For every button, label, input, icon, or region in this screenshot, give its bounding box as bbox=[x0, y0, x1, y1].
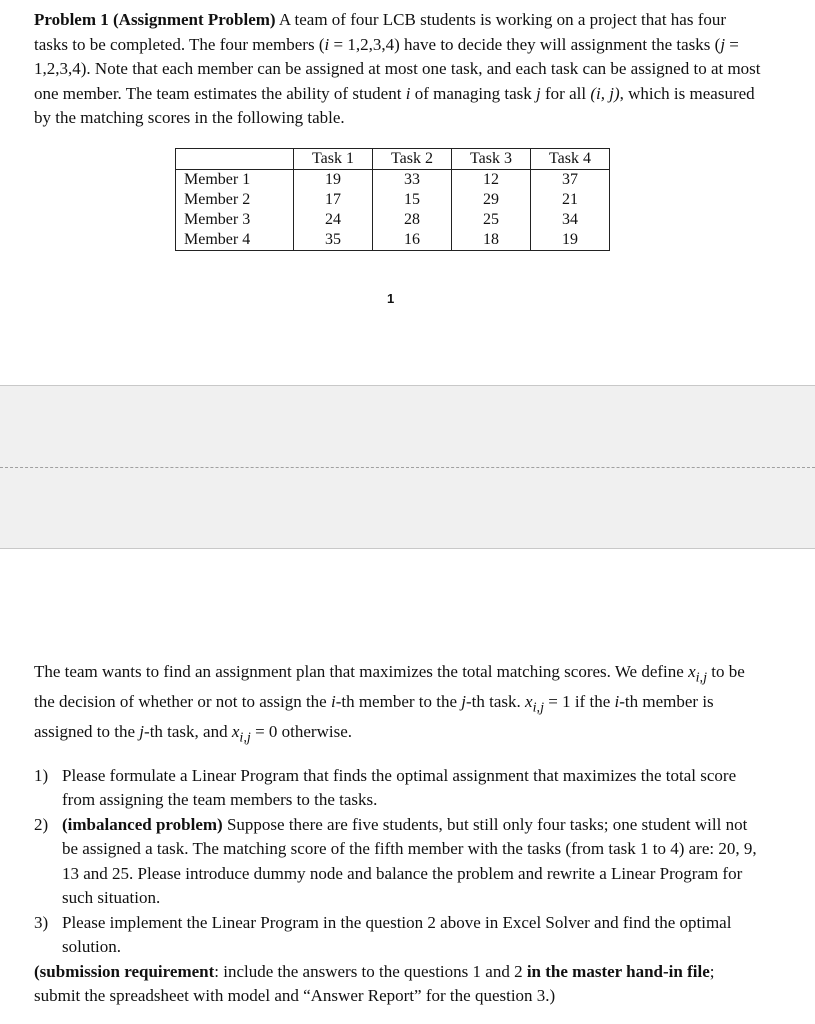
table-cell: 28 bbox=[373, 210, 452, 230]
question-number: 3) bbox=[34, 912, 49, 932]
body-text: to be the decision of whether or not to assign the bbox=[34, 662, 745, 711]
submission-text: : include the answers to the questions 1 and 2 bbox=[214, 961, 527, 981]
page-separator bbox=[0, 385, 815, 549]
body-text: -th member to the bbox=[335, 691, 462, 711]
body-text: -th member is assigned to the bbox=[34, 691, 714, 741]
intro-text: , which is measured by the matching scores in the following table. bbox=[34, 83, 755, 127]
decision-variable-definition bbox=[34, 660, 764, 750]
math-x: x bbox=[688, 662, 696, 681]
question-text: Suppose there are five students, but still only four tasks; one student will not be assigned a task. The matching score of the fifth member with the tasks (from task 1 to 4) are: 20, 9, 13 and 25. Please introduce dummy node and balance the problem and rewrite a Linear Program for such situation. bbox=[62, 814, 757, 908]
table-header-cell: Task 2 bbox=[373, 149, 452, 170]
table-cell: 12 bbox=[452, 170, 531, 191]
submission-label: submission requirement bbox=[39, 961, 215, 981]
problem-intro bbox=[34, 8, 764, 131]
table-cell: 21 bbox=[531, 190, 610, 210]
intro-text: ) have to decide they will assignment the tasks ( bbox=[394, 34, 721, 54]
row-label: Member 3 bbox=[176, 210, 294, 230]
math-i: i bbox=[330, 691, 336, 711]
table-cell: 35 bbox=[294, 230, 373, 251]
math-ij-pair: (i, j) bbox=[590, 83, 620, 103]
table-cell: 15 bbox=[373, 190, 452, 210]
row-label: Member 1 bbox=[176, 170, 294, 191]
problem-statement bbox=[34, 8, 764, 131]
row-label: Member 4 bbox=[176, 230, 294, 251]
body-text: = 1 if the bbox=[544, 691, 615, 711]
matching-score-table bbox=[175, 148, 610, 251]
math-i-range: = 1,2,3,4 bbox=[329, 34, 395, 54]
question-text: Please formulate a Linear Program that finds the optimal assignment that maximizes the total score from assigning the team members to the tasks. bbox=[62, 765, 737, 810]
body-text: -th task. bbox=[466, 691, 526, 711]
intro-text: ). Note that each member can be assigned at most one task, and each task can be assigned to at most one member. The team estimates the ability of student bbox=[34, 59, 761, 103]
list-item bbox=[34, 764, 764, 813]
math-i: i bbox=[405, 83, 411, 103]
table-cell: 33 bbox=[373, 170, 452, 191]
row-label: Member 2 bbox=[176, 190, 294, 210]
question-text: Please implement the Linear Program in the question 2 above in Excel Solver and find the optimal solution. bbox=[62, 912, 732, 957]
table-cell: 16 bbox=[373, 230, 452, 251]
math-subscript: i,j bbox=[239, 729, 251, 746]
table-header-row bbox=[176, 149, 610, 170]
list-item bbox=[34, 813, 764, 911]
intro-text: of managing task bbox=[410, 83, 537, 103]
submission-open-paren: ( bbox=[34, 961, 40, 981]
table-corner-cell bbox=[176, 149, 294, 170]
question-bold: (imbalanced problem) bbox=[62, 814, 223, 834]
math-x: x bbox=[525, 691, 533, 711]
table-cell: 24 bbox=[294, 210, 373, 230]
math-j: j bbox=[139, 721, 145, 741]
problem-continuation bbox=[34, 660, 764, 1009]
table-row bbox=[176, 230, 610, 251]
body-text: -th task, and bbox=[144, 721, 232, 741]
page-number: 1 bbox=[387, 291, 395, 306]
math-i: i bbox=[324, 34, 330, 54]
submission-bold: in the master hand-in file bbox=[526, 961, 710, 981]
math-j: j bbox=[720, 34, 726, 54]
table-cell: 37 bbox=[531, 170, 610, 191]
math-subscript: i,j bbox=[695, 669, 708, 686]
table-row bbox=[176, 190, 610, 210]
page-break-line bbox=[0, 467, 815, 468]
table-header-cell: Task 4 bbox=[531, 149, 610, 170]
table-header-cell: Task 3 bbox=[452, 149, 531, 170]
table-row bbox=[176, 170, 610, 191]
table-header-cell: Task 1 bbox=[294, 149, 373, 170]
problem-heading: Problem 1 (Assignment Problem) bbox=[34, 10, 276, 29]
table-cell: 19 bbox=[531, 230, 610, 251]
table-cell: 29 bbox=[452, 190, 531, 210]
body-text: The team wants to find an assignment plan that maximizes the total matching scores. We define bbox=[34, 662, 689, 681]
math-j-range: = 1,2,3,4 bbox=[34, 34, 739, 78]
intro-text: for all bbox=[540, 83, 591, 103]
submission-text: ; submit the spreadsheet with model and “Answer Report” for the question 3.) bbox=[34, 961, 715, 1006]
math-subscript: i,j bbox=[532, 699, 544, 716]
question-number: 1) bbox=[34, 765, 49, 785]
table-cell: 34 bbox=[531, 210, 610, 230]
math-x: x bbox=[231, 721, 240, 741]
question-list bbox=[34, 764, 764, 960]
math-j: j bbox=[536, 83, 541, 103]
table-cell: 17 bbox=[294, 190, 373, 210]
table-row bbox=[176, 210, 610, 230]
list-item bbox=[34, 911, 764, 960]
math-i: i bbox=[614, 691, 620, 711]
table-cell: 18 bbox=[452, 230, 531, 251]
table-cell: 19 bbox=[294, 170, 373, 191]
submission-requirement bbox=[34, 960, 764, 1009]
body-text: = 0 otherwise. bbox=[250, 721, 352, 741]
question-number: 2) bbox=[34, 814, 49, 834]
intro-text: A team of four LCB students is working on a project that has four tasks to be completed. The four members ( bbox=[34, 10, 727, 54]
math-j: j bbox=[461, 691, 467, 711]
table-cell: 25 bbox=[452, 210, 531, 230]
